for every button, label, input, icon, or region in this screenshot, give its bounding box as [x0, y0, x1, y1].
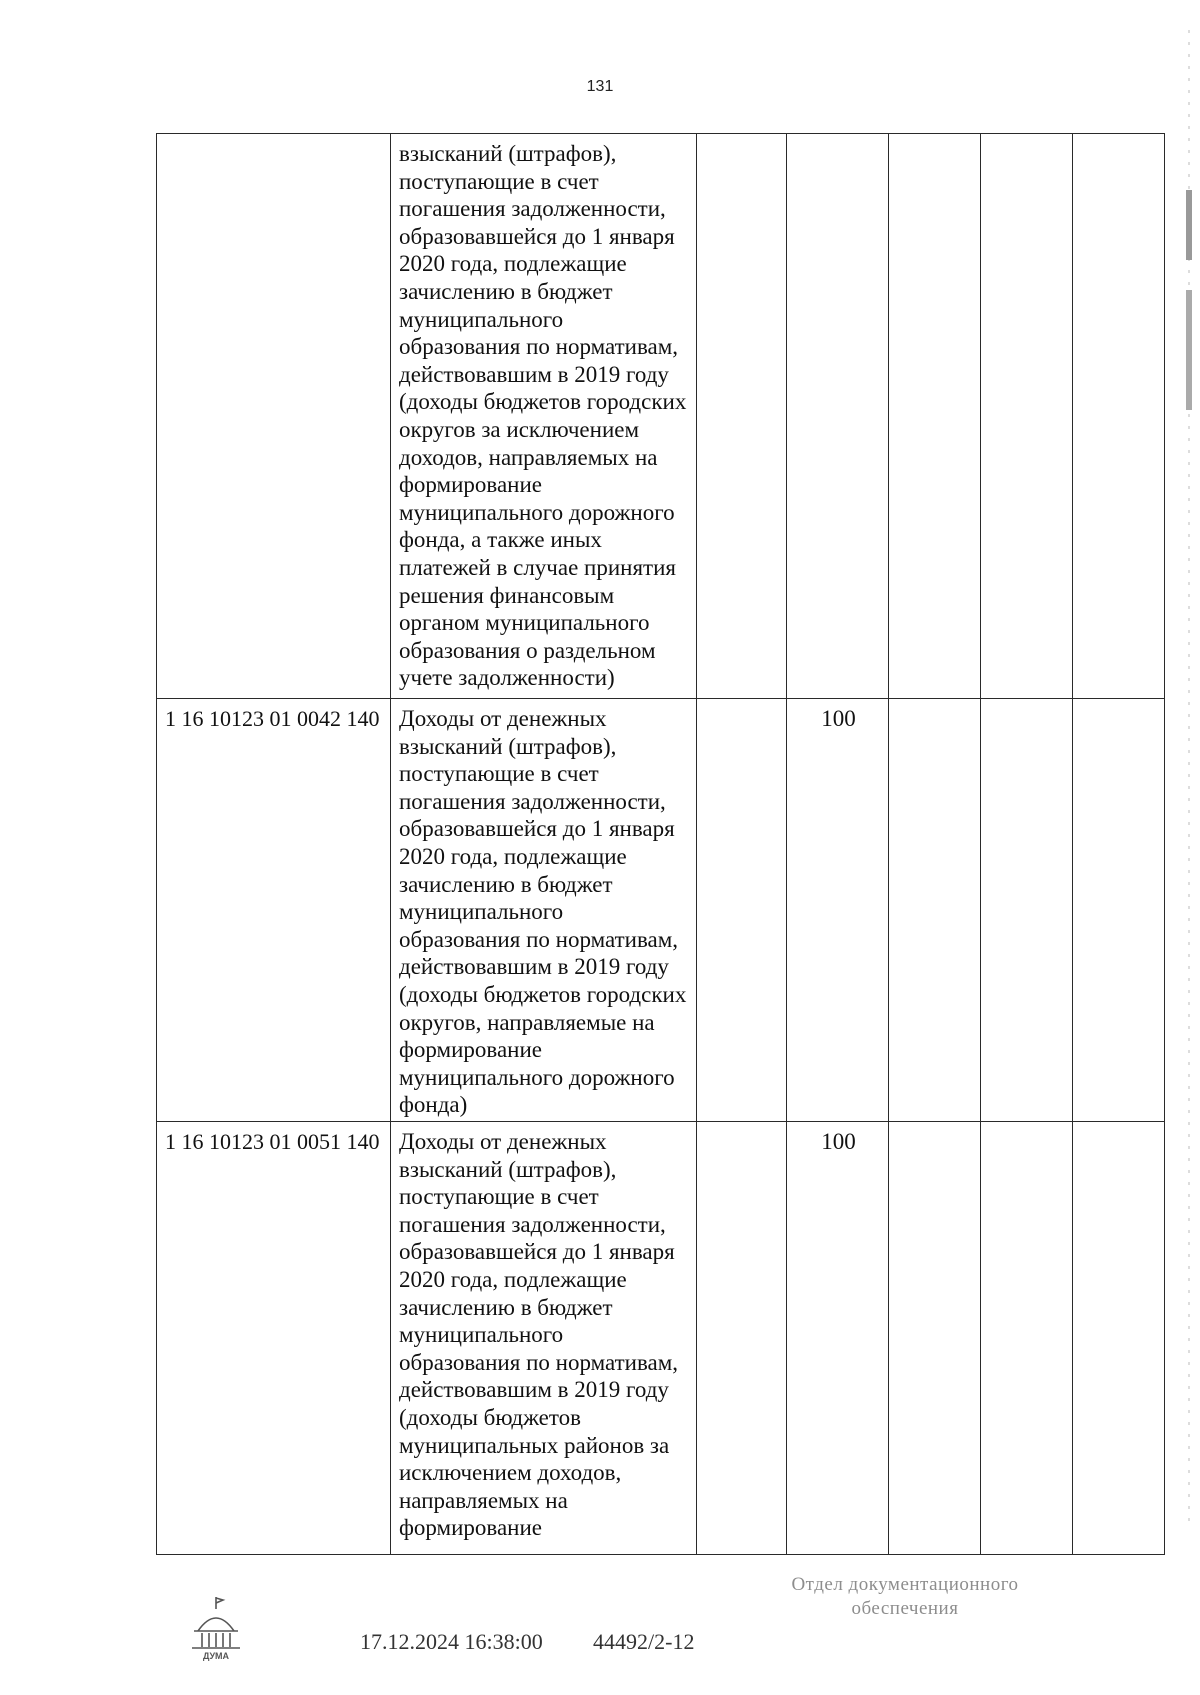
- document-number: 44492/2-12: [593, 1629, 695, 1654]
- kbk-code-cell: 1 16 10123 01 0051 140: [157, 1122, 391, 1555]
- value-cell: [697, 699, 787, 1122]
- value-cell: [787, 134, 889, 699]
- duma-logo-icon: [186, 1595, 246, 1665]
- page-number: 131: [586, 78, 614, 95]
- value-cell: [1073, 699, 1165, 1122]
- value-cell: 100: [787, 1122, 889, 1555]
- document-datetime: 17.12.2024 16:38:00: [360, 1629, 543, 1654]
- svg-text:ДУМА: ДУМА: [202, 1651, 230, 1661]
- value-cell: [1073, 1122, 1165, 1555]
- scan-edge-marks: [1186, 30, 1192, 1530]
- stamp-line: Отдел документационного: [791, 1574, 1019, 1595]
- value-cell: [981, 134, 1073, 699]
- value-cell: [697, 1122, 787, 1555]
- stamp-line: обеспечения: [851, 1598, 959, 1619]
- description-cell: Доходы от денежных взысканий (штрафов), поступающие в счет погашения задолженности, образовавшейся до 1 января 2020 года, подлежащие зачислению в бюджет муниципального образования по нормативам, действовавшим в 2019 году (доходы бюджетов городских округов, направляемые на формирование муниципального дорожного фонда): [391, 699, 697, 1122]
- description-cell: Доходы от денежных взысканий (штрафов), поступающие в счет погашения задолженности, образовавшейся до 1 января 2020 года, подлежащие зачислению в бюджет муниципального образования по нормативам, действовавшим в 2019 году (доходы бюджетов муниципальных районов за исключением доходов, направляемых на формирование: [391, 1122, 697, 1555]
- department-stamp: [740, 1573, 1070, 1621]
- table-row: [157, 699, 1165, 1122]
- value-cell: [889, 1122, 981, 1555]
- value-cell: [697, 134, 787, 699]
- kbk-code-cell: [157, 134, 391, 699]
- table-row: [157, 134, 1165, 699]
- value-cell: [1073, 134, 1165, 699]
- description-cell: взысканий (штрафов), поступающие в счет погашения задолженности, образовавшейся до 1 января 2020 года, подлежащие зачислению в бюджет муниципального образования по нормативам, действовавшим в 2019 году (доходы бюджетов городских округов за исключением доходов, направляемых на формирование муниципального дорожного фонда, а также иных платежей в случае принятия решения финансовым органом муниципального образования о раздельном учете задолженности): [391, 134, 697, 699]
- kbk-code-cell: 1 16 10123 01 0042 140: [157, 699, 391, 1122]
- value-cell: [889, 699, 981, 1122]
- value-cell: 100: [787, 699, 889, 1122]
- value-cell: [981, 1122, 1073, 1555]
- value-cell: [889, 134, 981, 699]
- budget-table: [156, 133, 1165, 1555]
- table-row: [157, 1122, 1165, 1555]
- value-cell: [981, 699, 1073, 1122]
